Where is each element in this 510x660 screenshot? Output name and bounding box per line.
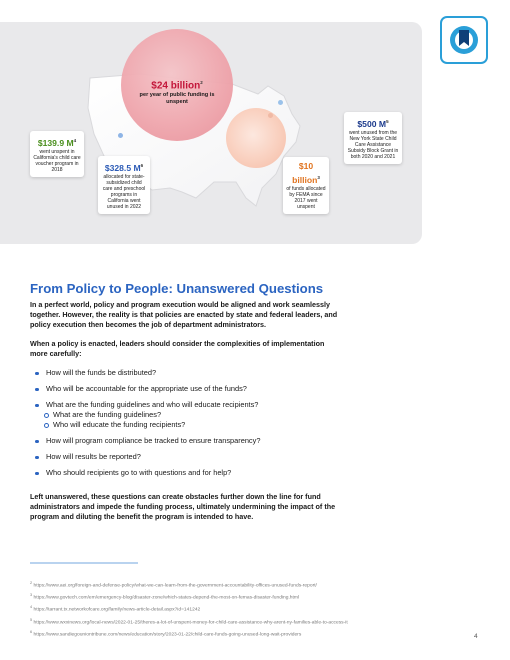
section-title: From Policy to People: Unanswered Questions — [30, 281, 324, 296]
list-item: How will the funds be distributed? — [34, 368, 260, 378]
footnote-number: 4 — [30, 605, 33, 610]
callout-fema-footnote-ref: 3 — [317, 175, 320, 180]
footnote-number: 3 — [30, 593, 33, 598]
list-subitem: What are the funding guidelines? — [34, 410, 260, 420]
callout-ca-2018-text: went unspent in California's child care voucher program in 2018 — [33, 148, 81, 173]
footnote[interactable] — [30, 591, 348, 603]
callout-ca-2018-amount: $139.9 M — [37, 137, 74, 148]
list-item: How will results be reported? — [34, 452, 260, 462]
list-item: How will program compliance be tracked to ensure transparency? — [34, 436, 260, 446]
callout-fema — [283, 157, 329, 214]
list-item: Who should recipients go to with questions and for help? — [34, 468, 260, 478]
page-number: 4 — [474, 633, 478, 640]
callout-ny — [344, 112, 402, 164]
callout-ca-2018 — [30, 131, 84, 177]
footnote-link[interactable]: https://www.sandiegouniontribune.com/news/education/story/2023-01-22/child-care-funds-going-unused-long-wait-providers — [33, 632, 302, 638]
callout-ca-2022-text: allocated for state-subsidized child care and preschool programs in California went unused in 2022 — [102, 173, 146, 210]
footnote-number: 5 — [30, 617, 33, 622]
intro-paragraph: In a perfect world, policy and program execution would be aligned and work seamlessly together. However, the reality is that policies are enacted by state and federal leaders, and policy execution then becomes the job of department administrators. — [30, 300, 338, 329]
bookmark-circle-icon — [440, 16, 488, 64]
map-marker-dot — [118, 133, 123, 138]
footnote-link[interactable]: https://www.wxxinews.org/local-news/2022-01-25/theres-a-lot-of-unspent-money-for-child-care-assistance-why-arent-ny-families-able-to-access-it — [33, 620, 348, 626]
funding-bubble-small — [226, 108, 286, 168]
footnote[interactable] — [30, 603, 348, 615]
footnote-divider — [30, 562, 138, 564]
footnote-link[interactable]: https://www.govtech.com/em/emergency-blog/disaster-zone/which-states-depend-the-most-on-femas-disaster-funding.html — [33, 595, 300, 601]
list-subitem: Who will educate the funding recipients? — [34, 420, 260, 430]
callout-center-text: per year of public funding is unspent — [139, 92, 215, 105]
footnote[interactable] — [30, 616, 348, 628]
logo — [440, 16, 488, 64]
map-marker-dot — [268, 113, 273, 118]
list-item: Who will be accountable for the appropriate use of the funds? — [34, 384, 260, 394]
callout-fema-amount: $10 billion — [292, 161, 318, 185]
map-marker-dot — [278, 100, 283, 105]
callout-ny-footnote-ref: 5 — [386, 119, 389, 124]
callout-fema-text: of funds allocated by FEMA since 2017 went unspent — [286, 185, 326, 210]
callout-unspent-public-funding — [129, 77, 225, 106]
callout-ca-2022-amount: $328.5 M — [104, 162, 141, 173]
callout-ca-2022-footnote-ref: 6 — [140, 163, 144, 168]
footnote-number: 2 — [30, 581, 33, 585]
callout-ca-2022 — [98, 156, 150, 214]
callout-ca-2018-footnote-ref: 4 — [73, 138, 77, 143]
footnote[interactable] — [30, 579, 348, 591]
footnotes — [30, 579, 348, 640]
footnote-number: 6 — [30, 629, 33, 634]
question-list — [34, 368, 260, 478]
callout-ny-text: went unused from the New York State Child Care Assistance Subsidy Block Grant in both 2020 and 2021 — [347, 129, 399, 160]
callout-ny-amount: $500 M — [357, 118, 387, 129]
list-item: What are the funding guidelines and who will educate recipients? — [34, 400, 260, 410]
conclusion-paragraph: Left unanswered, these questions can create obstacles further down the line for fund administrators and impede the funding process, ultimately undermining the impact of the program and diluting the benefit the program is intended to have. — [30, 492, 336, 521]
callout-center-footnote-ref: 2 — [200, 80, 203, 85]
footnote[interactable] — [30, 628, 348, 640]
footnote-link[interactable]: https://tarrant.tx.networkofcare.org/family/news-article-detail.aspx?id=141242 — [33, 608, 201, 614]
footnote-link[interactable]: https://www.aei.org/foreign-and-defense-policy/what-we-can-learn-from-the-government-accountability-offices-unused-funds-report/ — [33, 583, 317, 589]
callout-center-amount: $24 billion — [151, 80, 201, 92]
lead-paragraph: When a policy is enacted, leaders should consider the complexities of implementation more carefully: — [30, 339, 325, 358]
